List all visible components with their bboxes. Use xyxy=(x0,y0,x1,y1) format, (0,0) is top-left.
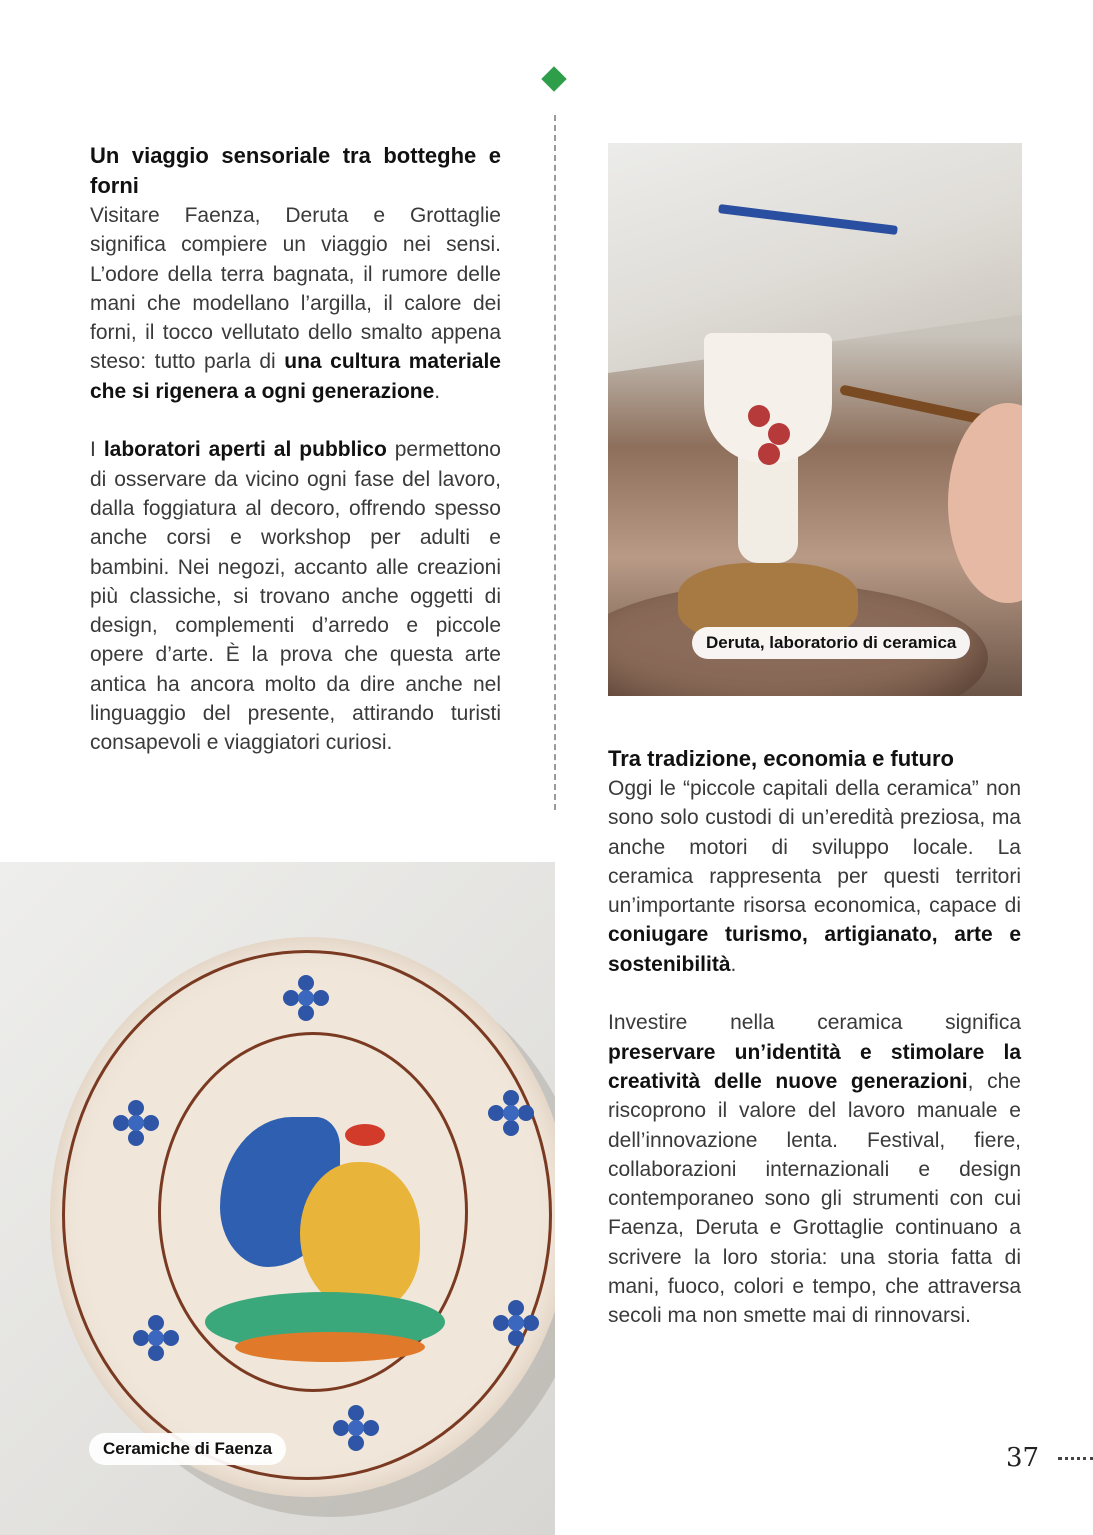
photo-berry xyxy=(748,405,770,427)
column-divider xyxy=(554,115,556,810)
paragraph-spacer xyxy=(90,406,501,435)
right-heading: Tra tradizione, economia e futuro xyxy=(608,746,954,771)
photo-blue-flower xyxy=(283,975,329,1021)
page-number-dots xyxy=(1058,1457,1093,1460)
left-column xyxy=(90,141,501,758)
photo-blue-flower xyxy=(493,1300,539,1346)
left-p2-bold: laboratori aperti al pubblico xyxy=(103,438,387,462)
photo-blue-flower xyxy=(333,1405,379,1451)
page-number: 37 xyxy=(1006,1443,1040,1473)
left-p1-bold: una cultura materiale che si rigenera a ogni generazione xyxy=(90,350,501,403)
right-paragraph-1 xyxy=(608,774,1021,979)
deruta-photo-caption: Deruta, laboratorio di ceramica xyxy=(692,627,970,659)
right-p1-bold: coniugare turismo, artigianato, arte e sostenibilità xyxy=(608,923,1021,976)
left-p1-end: . xyxy=(434,379,441,403)
decorative-diamond-icon xyxy=(541,66,566,91)
photo-rooster-comb xyxy=(345,1124,385,1146)
left-paragraph-2 xyxy=(90,435,501,757)
right-p2-text: , che riscoprono il valore del lavoro manuale e dell’innovazione lenta. Festival, fiere, collaborazioni internazionali e design contemporaneo sono gli strumenti con cui Faenza, Deruta e Grottaglie continuano a scrivere la loro storia: una storia fatta di mani, fuoco, colori e tempo, che attraversa secoli ma non smette mai di rinnovarsi. xyxy=(608,1069,1021,1328)
right-p1-end: . xyxy=(730,952,737,976)
photo-berry xyxy=(758,443,780,465)
right-column xyxy=(608,744,1021,1331)
photo-ground xyxy=(235,1332,425,1362)
paragraph-spacer xyxy=(608,979,1021,1008)
left-paragraph-1 xyxy=(90,201,501,406)
photo-blue-flower xyxy=(113,1100,159,1146)
photo-blue-flower xyxy=(133,1315,179,1361)
right-p1-text: Oggi le “piccole capitali della ceramica” non sono solo custodi di un’eredità preziosa, ma anche motori di sviluppo locale. La ceramica rappresenta per questi territori un’importante risorsa economica, capace di xyxy=(608,777,1021,918)
right-paragraph-2 xyxy=(608,1008,1021,1330)
right-p2-bold: preservare un’identità e stimolare la creatività delle nuove generazioni xyxy=(608,1040,1021,1093)
photo-hand xyxy=(948,403,1022,603)
photo-berry xyxy=(768,423,790,445)
right-p2-start: Investire nella ceramica significa xyxy=(608,1011,1021,1035)
left-p2-start: I xyxy=(90,438,104,462)
left-heading: Un viaggio sensoriale tra botteghe e forni xyxy=(90,143,501,198)
left-p1-text: Visitare Faenza, Deruta e Grottaglie significa compiere un viaggio nei sensi. L’odore della terra bagnata, il rumore delle mani che modellano l’argilla, il calore dei forni, il tocco vellutato dello smalto appena steso: tutto parla di xyxy=(90,204,501,374)
faenza-photo-caption: Ceramiche di Faenza xyxy=(89,1433,286,1465)
deruta-workshop-photo xyxy=(608,143,1022,696)
photo-blue-flower xyxy=(488,1090,534,1136)
left-p2-text: permettono di osservare da vicino ogni fase del lavoro, dalla foggiatura al decoro, offrendo spesso anche corsi e workshop per adulti e bambini. Nei negozi, accanto alle creazioni più classiche, si trovano anche oggetti di design, complementi d’arredo e piccole opere d’arte. È la prova che questa arte antica ha ancora molto da dire anche nel linguaggio del presente, attirando turisti consapevoli e viaggiatori curiosi. xyxy=(90,438,501,755)
photo-rooster-body xyxy=(300,1162,420,1312)
